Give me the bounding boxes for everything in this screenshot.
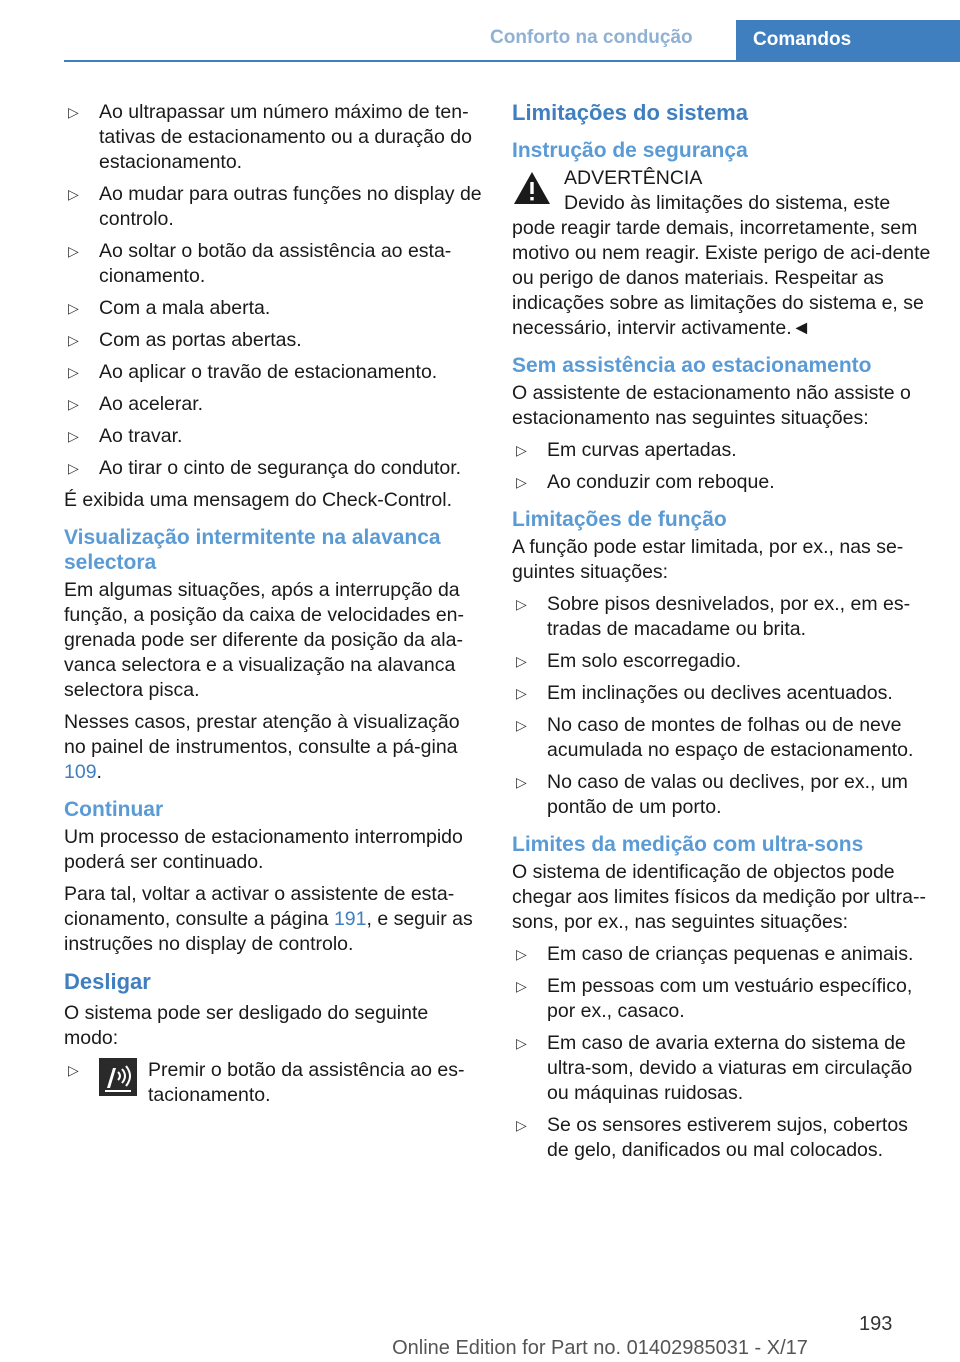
bullet-arrow-icon: ▷ — [68, 364, 79, 380]
list-item: ▷ Em curvas apertadas. — [516, 439, 737, 461]
flash-heading: Visualização intermitente na alavanca selectora — [64, 526, 441, 574]
page-link[interactable]: 109 — [64, 761, 97, 783]
list-item: ▷ Ao tirar o cinto de segurança do condutor. — [68, 457, 462, 479]
function-paragraph: A função pode estar limitada, por ex., nas se-guintes situações: — [512, 536, 904, 583]
off-heading: Desligar — [64, 969, 151, 994]
list-item: ▷ No caso de montes de folhas ou de neve acumulada no espaço de estacionamento. — [516, 714, 914, 761]
list-item: ▷ Ao mudar para outras funções no display de controlo. — [68, 183, 482, 230]
page-header — [0, 0, 960, 62]
list-item: ▷ Sobre pisos desnivelados, por ex., em es-tradas de macadame ou brita. — [516, 593, 911, 640]
warning-label: ADVERTÊNCIA — [564, 167, 703, 189]
list-item: ▷ Em caso de avaria externa do sistema de ultra-som, devido a viaturas em circulação ou máquinas ruidosas. — [516, 1032, 913, 1104]
header-rule — [64, 60, 960, 62]
list-item: ▷ Se os sensores estiverem sujos, cobertos de gelo, danificados ou mal colocados. — [516, 1114, 908, 1161]
ultrasound-paragraph: O sistema de identificação de objectos pode chegar aos limites físicos da medição por ultra--sons, por ex., nas seguintes situações: — [512, 861, 927, 933]
bullet-arrow-icon: ▷ — [68, 186, 79, 202]
right-column — [512, 100, 932, 1170]
list-item: ▷ Ao travar. — [68, 425, 183, 447]
no-assist-list — [512, 438, 932, 495]
no-assist-paragraph: O assistente de estacionamento não assiste o estacionamento nas seguintes situações: — [512, 382, 911, 429]
ultrasound-list — [512, 942, 932, 1163]
list-item: ▷ Com a mala aberta. — [68, 297, 271, 319]
list-item: ▷ Ao ultrapassar um número máximo de ten-tativas de estacionamento ou a duração do estacionamento. — [68, 101, 472, 173]
edition-footer: Online Edition for Part no. 01402985031 - X/17 — [392, 1337, 808, 1359]
continue-reference: Para tal, voltar a activar o assistente de esta-cionamento, consulte a página 191, e seguir as instruções no display de controlo. — [64, 883, 473, 955]
bullet-arrow-icon: ▷ — [516, 717, 527, 733]
bullet-arrow-icon: ▷ — [516, 1035, 527, 1051]
left-column — [64, 100, 482, 1108]
continue-heading: Continuar — [64, 798, 164, 821]
bullet-arrow-icon: ▷ — [516, 685, 527, 701]
bullet-arrow-icon: ▷ — [516, 442, 527, 458]
function-heading: Limitações de função — [512, 508, 727, 531]
flash-reference: Nesses casos, prestar atenção à visualização no painel de instrumentos, consulte a pá-gina 109. — [64, 711, 460, 783]
bullet-arrow-icon: ▷ — [68, 1062, 79, 1078]
bullet-arrow-icon: ▷ — [68, 243, 79, 259]
bullet-arrow-icon: ▷ — [516, 978, 527, 994]
termination-list — [64, 100, 482, 481]
list-item: ▷ Em pessoas com um vestuário específico, por ex., casaco. — [516, 975, 913, 1022]
section-title: Conforto na condução — [490, 27, 693, 48]
continue-paragraph: Um processo de estacionamento interrompido poderá ser continuado. — [64, 826, 463, 873]
list-item: ▷ Em caso de crianças pequenas e animais. — [516, 943, 914, 965]
bullet-arrow-icon: ▷ — [516, 946, 527, 962]
bullet-arrow-icon: ▷ — [68, 396, 79, 412]
ultrasound-heading: Limites da medição com ultra-sons — [512, 833, 864, 856]
list-item: ▷ Ao acelerar. — [68, 393, 204, 415]
off-instruction: ▷ Premir o botão da assistência ao es-tacionamento. — [68, 1059, 465, 1106]
no-assist-heading: Sem assistência ao estacionamento — [512, 354, 872, 377]
bullet-arrow-icon: ▷ — [516, 474, 527, 490]
list-item: ▷ Ao conduzir com reboque. — [516, 471, 775, 493]
bullet-arrow-icon: ▷ — [68, 460, 79, 476]
flash-paragraph: Em algumas situações, após a interrupção da função, a posição da caixa de velocidades en-grenada pode ser diferente da posição da ala-vanca selectora e a visualização na alavanca selectora pisca. — [64, 579, 465, 701]
warning-triangle-icon — [512, 170, 552, 206]
bullet-arrow-icon: ▷ — [516, 1117, 527, 1133]
bullet-arrow-icon: ▷ — [516, 596, 527, 612]
chapter-tab: Comandos — [736, 20, 960, 62]
list-item: ▷ Ao aplicar o travão de estacionamento. — [68, 361, 438, 383]
list-item: ▷ Em inclinações ou declives acentuados. — [516, 682, 893, 704]
bullet-arrow-icon: ▷ — [68, 104, 79, 120]
off-paragraph: O sistema pode ser desligado do seguinte modo: — [64, 1002, 429, 1049]
page-number: 193 — [859, 1313, 893, 1335]
limits-heading: Limitações do sistema — [512, 100, 748, 125]
safety-heading: Instrução de segurança — [512, 139, 748, 162]
list-item: ▷ Ao soltar o botão da assistência ao esta-cionamento. — [68, 240, 452, 287]
list-item: ▷ Com as portas abertas. — [68, 329, 302, 351]
page-link[interactable]: 191 — [333, 908, 367, 930]
list-item: ▷ Em solo escorregadio. — [516, 650, 742, 672]
parking-assist-button-icon — [99, 1058, 137, 1096]
check-control-note: É exibida uma mensagem do Check-Control. — [64, 489, 453, 511]
warning-block — [512, 166, 932, 191]
bullet-arrow-icon: ▷ — [68, 428, 79, 444]
bullet-arrow-icon: ▷ — [68, 300, 79, 316]
list-item: ▷ No caso de valas ou declives, por ex., um pontão de um porto. — [516, 771, 908, 818]
bullet-arrow-icon: ▷ — [68, 332, 79, 348]
bullet-arrow-icon: ▷ — [516, 774, 527, 790]
warning-text: Devido às limitações do sistema, este pode reagir tarde demais, incorretamente, sem motivo ou nem reagir. Existe perigo de aci-dente ou perigo de danos materiais. Respeitar as indicações sobre as limitações do sistema e, se necessário, intervir activamente.◄ — [512, 192, 931, 339]
function-list — [512, 592, 932, 820]
bullet-arrow-icon: ▷ — [516, 653, 527, 669]
